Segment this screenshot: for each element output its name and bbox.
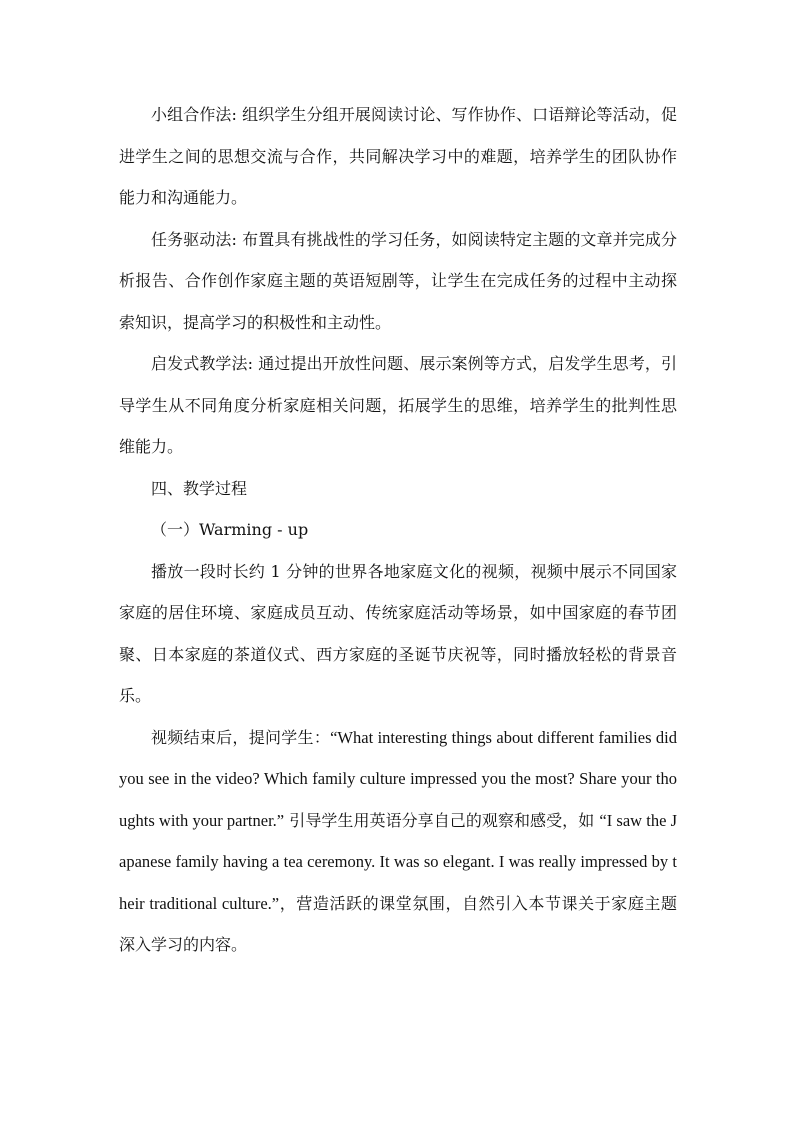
question-paragraph: [119, 717, 677, 966]
method-term: 任务驱动法: [151, 229, 232, 249]
section-heading: 四、教学过程: [151, 478, 248, 498]
document-body: [119, 94, 677, 966]
method-paragraph-task-driven: 任务驱动法: 布置具有挑战性的学习任务，如阅读特定主题的文章并完成分析报告、合作创作家庭主题的英语短剧等，让学生在完成任务的过程中主动探索知识，提高学习的积极性和主动性。: [119, 229, 677, 332]
example-english: “I saw the Japanese family having a tea ceremony. It was so elegant. I was really impressed by their traditional culture.”: [119, 810, 677, 913]
method-paragraph-group-cooperation: 小组合作法: 组织学生分组开展阅读讨论、写作协作、口语辩论等活动，促进学生之间的思想交流与合作，共同解决学习中的难题，培养学生的团队协作能力和沟通能力。: [119, 105, 677, 207]
guide-text: 引导学生用英语分享自己的观察和感受，如: [284, 810, 600, 830]
subsection-heading: （一）Warming - up: [151, 520, 309, 539]
method-term: 启发式教学法: [151, 354, 248, 373]
method-description: 布置具有挑战性的学习任务，如阅读特定主题的文章并完成分析报告、合作创作家庭主题的英语短剧等，让学生在完成任务的过程中主动探索知识，提高学习的积极性和主动性。: [119, 229, 677, 332]
closing-text: ，营造活跃的课堂氛围，自然引入本节课关于家庭主题深入学习的内容。: [119, 893, 677, 954]
question-english: “What interesting things about different families did you see in the video? Which family culture impressed you the most? Share your thoughts with your partner.”: [119, 727, 677, 830]
method-paragraph-heuristic: 启发式教学法: 通过提出开放性问题、展示案例等方式，启发学生思考，引导学生从不同角度分析家庭相关问题，拓展学生的思维，培养学生的批判性思维能力。: [119, 354, 677, 456]
method-term: 小组合作法: [151, 105, 232, 124]
question-intro: 视频结束后，提问学生：: [151, 727, 331, 747]
video-paragraph: 播放一段时长约 1 分钟的世界各地家庭文化的视频，视频中展示不同国家家庭的居住环境、家庭成员互动、传统家庭活动等场景，如中国家庭的春节团聚、日本家庭的茶道仪式、西方家庭的圣诞节庆祝等，同时播放轻松的背景音乐。: [119, 561, 677, 705]
method-description: 组织学生分组开展阅读讨论、写作协作、口语辩论等活动，促进学生之间的思想交流与合作，共同解决学习中的难题，培养学生的团队协作能力和沟通能力。: [119, 105, 677, 207]
method-description: 通过提出开放性问题、展示案例等方式，启发学生思考，引导学生从不同角度分析家庭相关问题，拓展学生的思维，培养学生的批判性思维能力。: [119, 354, 677, 456]
